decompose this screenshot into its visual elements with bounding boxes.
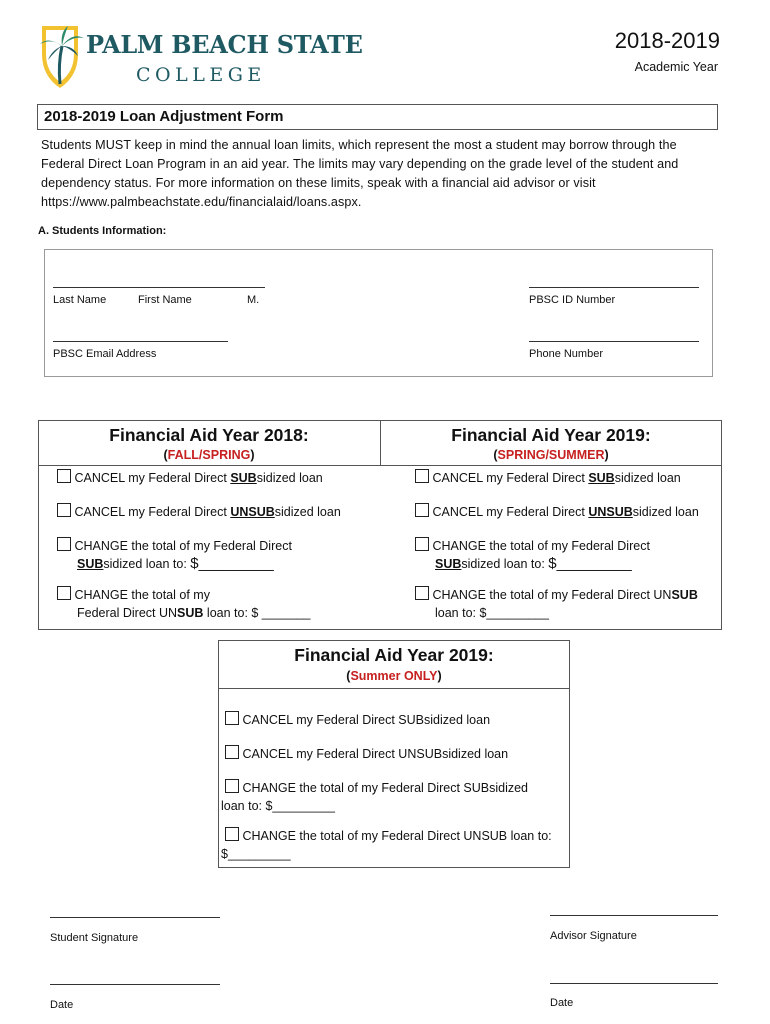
student-date-label: Date xyxy=(50,999,74,1011)
pbsc-id-line[interactable] xyxy=(529,287,699,288)
fa2018-option-change-unsub[interactable]: CHANGE the total of my Federal Direct UNSUB loan to: $ _______ xyxy=(57,586,310,622)
phone-label: Phone Number xyxy=(529,348,603,360)
checkbox[interactable] xyxy=(225,827,239,841)
college-logo xyxy=(38,24,363,90)
fa2018-option-change-sub[interactable]: CHANGE the total of my Federal Direct SUBsidized loan to: $_________ xyxy=(57,537,292,573)
form-title: 2018-2019 Loan Adjustment Form xyxy=(44,108,284,125)
fa2019-option-change-unsub[interactable]: CHANGE the total of my Federal Direct UNSUB loan to: $_________ xyxy=(415,586,698,622)
fa2018-title: Financial Aid Year 2018: xyxy=(109,425,309,445)
college-name-line1: PALM BEACH STATE xyxy=(86,30,363,59)
palm-tree-icon xyxy=(38,24,86,90)
summer-header-underline xyxy=(219,688,569,689)
phone-line[interactable] xyxy=(529,341,699,342)
summer-option-cancel-sub[interactable]: CANCEL my Federal Direct SUBsidized loan xyxy=(225,711,490,729)
summer-option-change-sub[interactable]: CHANGE the total of my Federal Direct SUBsidized loan to: $_________ xyxy=(221,781,529,813)
advisor-signature-label: Advisor Signature xyxy=(550,930,637,942)
checkbox[interactable] xyxy=(225,745,239,759)
checkbox[interactable] xyxy=(57,503,71,517)
summer-box xyxy=(218,640,570,868)
college-name-line2: COLLEGE xyxy=(136,64,266,86)
checkbox[interactable] xyxy=(225,711,239,725)
checkbox[interactable] xyxy=(225,779,239,793)
summer-term-text: Summer ONLY xyxy=(350,669,438,683)
student-info-box xyxy=(44,249,713,377)
student-signature-line[interactable] xyxy=(50,917,220,918)
checkbox[interactable] xyxy=(57,586,71,600)
fa2019-term: (SPRING/SUMMER) xyxy=(493,448,609,462)
summer-option-change-unsub[interactable]: CHANGE the total of my Federal Direct UNSUB loan to: $_________ xyxy=(221,829,552,861)
checkbox[interactable] xyxy=(57,469,71,483)
summer-option-cancel-unsub[interactable]: CANCEL my Federal Direct UNSUBsidized loan xyxy=(225,745,508,763)
fa2018-option-cancel-sub[interactable]: CANCEL my Federal Direct SUBsidized loan xyxy=(57,469,323,487)
advisor-date-line[interactable] xyxy=(550,983,718,984)
email-label: PBSC Email Address xyxy=(53,348,157,360)
student-date-line[interactable] xyxy=(50,984,220,985)
academic-year: 2018-2019 xyxy=(614,28,720,53)
name-line[interactable] xyxy=(53,287,265,288)
fa2019-term-text: SPRING/SUMMER xyxy=(497,448,605,462)
financial-aid-table xyxy=(38,420,722,630)
fa2018-term: (FALL/SPRING) xyxy=(163,448,255,462)
fa2019-option-cancel-sub[interactable]: CANCEL my Federal Direct SUBsidized loan xyxy=(415,469,681,487)
fa2019-option-change-sub[interactable]: CHANGE the total of my Federal Direct SUBsidized loan to: $_________ xyxy=(415,537,650,573)
middle-initial-label: M. xyxy=(247,294,260,306)
intro-text: Students MUST keep in mind the annual loan limits, which represent the most a student may borrow through the Federal Direct Loan Program in an aid year. The limits may vary depending on the grade level of the student and dependency status. For more information on these limits, speak with a financial aid advisor or visit https://www.palmbeachstate.edu/financialaid/loans.aspx. xyxy=(41,138,679,209)
last-name-label: Last Name xyxy=(53,294,107,306)
student-signature-label: Student Signature xyxy=(50,932,139,944)
fa2019-title: Financial Aid Year 2019: xyxy=(451,425,651,445)
summer-term: (Summer ONLY) xyxy=(346,669,442,683)
summer-title: Financial Aid Year 2019: xyxy=(294,645,494,665)
fa2018-option-cancel-unsub[interactable]: CANCEL my Federal Direct UNSUBsidized loan xyxy=(57,503,341,521)
academic-year-label: Academic Year xyxy=(634,60,718,74)
email-line[interactable] xyxy=(53,341,228,342)
checkbox[interactable] xyxy=(415,537,429,551)
first-name-label: First Name xyxy=(138,294,192,306)
fa2019-option-cancel-unsub[interactable]: CANCEL my Federal Direct UNSUBsidized loan xyxy=(415,503,699,521)
checkbox[interactable] xyxy=(415,469,429,483)
checkbox[interactable] xyxy=(57,537,71,551)
pbsc-id-label: PBSC ID Number xyxy=(529,294,616,306)
section-a-label: A. Students Information: xyxy=(38,225,167,237)
fa2018-term-text: FALL/SPRING xyxy=(167,448,251,462)
header-underline xyxy=(39,465,721,466)
checkbox[interactable] xyxy=(415,503,429,517)
advisor-signature-line[interactable] xyxy=(550,915,718,916)
advisor-date-label: Date xyxy=(550,997,574,1009)
checkbox[interactable] xyxy=(415,586,429,600)
form-title-box xyxy=(37,104,718,130)
